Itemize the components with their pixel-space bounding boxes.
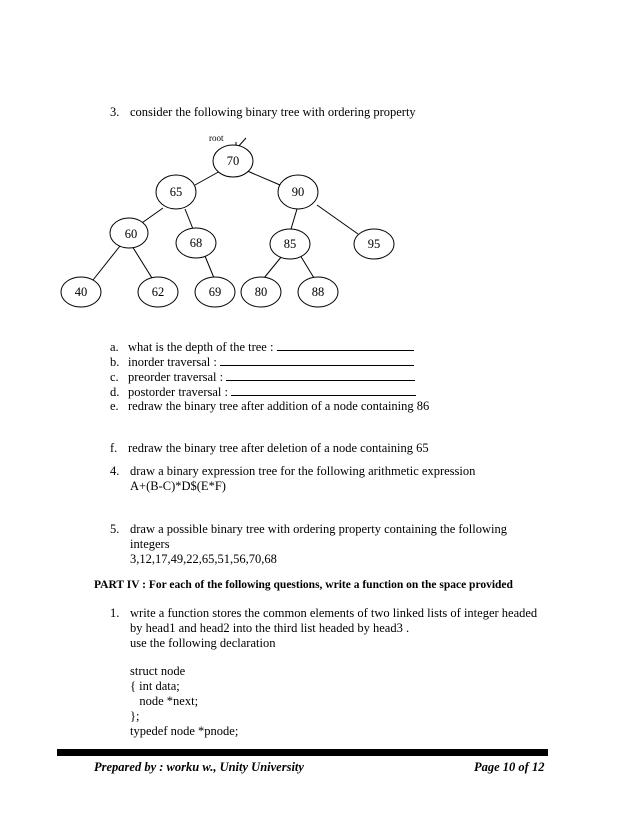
sub-question-a-letter: a.: [110, 340, 119, 354]
sub-question-d: [110, 384, 416, 400]
part-4-question-1-line1: write a function stores the common elements of two linked lists of integer headed: [130, 606, 538, 620]
code-line-3: node *next;: [130, 694, 199, 708]
node-60-label: 60: [124, 227, 138, 241]
question-5-text-line2: integers: [130, 537, 170, 551]
node-65-label: 65: [169, 185, 183, 199]
sub-question-b-letter: b.: [110, 355, 120, 369]
edge-85-80: [264, 256, 282, 278]
node-80-label: 80: [254, 285, 268, 299]
sub-question-c-letter: c.: [110, 370, 119, 384]
answer-blank-b[interactable]: [220, 354, 414, 366]
sub-question-f-letter: f.: [110, 441, 118, 455]
node-69-label: 69: [208, 285, 222, 299]
question-3: [110, 105, 416, 120]
edge-60-40: [93, 246, 120, 280]
question-3-text: consider the following binary tree with ordering property: [130, 105, 416, 119]
edge-60-62: [132, 246, 152, 278]
code-line-4: };: [130, 709, 140, 723]
binary-tree-diagram: [0, 128, 638, 318]
sub-question-d-letter: d.: [110, 385, 120, 399]
question-5-number: 5.: [110, 522, 120, 536]
node-68-label: 68: [189, 236, 203, 250]
code-line-5: typedef node *pnode;: [130, 724, 239, 738]
edge-90-95: [317, 205, 358, 234]
code-line-2: { int data;: [130, 679, 180, 693]
question-4: [110, 464, 475, 479]
node-95-label: 95: [367, 237, 381, 251]
sub-question-c: [110, 369, 415, 385]
code-line-1: struct node: [130, 664, 186, 678]
question-4-expression: A+(B-C)*D$(E*F): [130, 479, 226, 493]
edge-65-68: [185, 209, 193, 229]
edge-70-65: [195, 170, 222, 185]
edge-85-88: [300, 255, 314, 278]
node-90-label: 90: [291, 185, 305, 199]
question-4-number: 4.: [110, 464, 120, 478]
node-88-label: 88: [311, 285, 325, 299]
root-label: root: [209, 133, 224, 143]
tree-nodes: [61, 145, 394, 307]
question-5-text-line1: draw a possible binary tree with ordering property containing the following: [130, 522, 507, 536]
node-85-label: 85: [283, 237, 297, 251]
sub-question-e: [110, 399, 429, 414]
footer-rule: [57, 749, 548, 756]
sub-question-f-text: redraw the binary tree after deletion of a node containing 65: [128, 441, 429, 455]
footer-author: Prepared by : worku w., Unity University: [94, 760, 304, 774]
node-70-label: 70: [226, 154, 240, 168]
node-62-label: 62: [151, 285, 165, 299]
answer-blank-d[interactable]: [231, 384, 416, 396]
sub-question-f: [110, 441, 429, 456]
sub-question-d-text: postorder traversal :: [128, 385, 228, 399]
sub-question-a-text: what is the depth of the tree :: [128, 340, 274, 354]
question-5-values: 3,12,17,49,22,65,51,56,70,68: [130, 552, 277, 566]
sub-question-c-text: preorder traversal :: [128, 370, 224, 384]
footer-page-number: Page 10 of 12: [474, 760, 545, 774]
sub-question-e-text: redraw the binary tree after addition of a node containing 86: [128, 399, 430, 413]
part-4-question-1-number: 1.: [110, 606, 120, 620]
node-40-label: 40: [74, 285, 88, 299]
sub-question-a: [110, 339, 414, 355]
part-4-heading: PART IV : For each of the following questions, write a function on the space provided: [94, 579, 513, 591]
question-3-number: 3.: [110, 105, 120, 119]
edge-70-90: [245, 170, 280, 185]
question-5: [110, 522, 507, 537]
part-4-question-1: [110, 606, 537, 621]
answer-blank-a[interactable]: [277, 339, 414, 351]
sub-question-e-letter: e.: [110, 399, 119, 413]
edge-90-85: [291, 209, 297, 229]
edge-68-69: [205, 256, 214, 278]
part-4-question-1-line3: use the following declaration: [130, 636, 276, 650]
part-4-question-1-line2: by head1 and head2 into the third list headed by head3 .: [130, 621, 410, 635]
answer-blank-c[interactable]: [226, 369, 415, 381]
sub-question-b: [110, 354, 414, 370]
question-4-text: draw a binary expression tree for the following arithmetic expression: [130, 464, 476, 478]
sub-question-b-text: inorder traversal :: [128, 355, 217, 369]
